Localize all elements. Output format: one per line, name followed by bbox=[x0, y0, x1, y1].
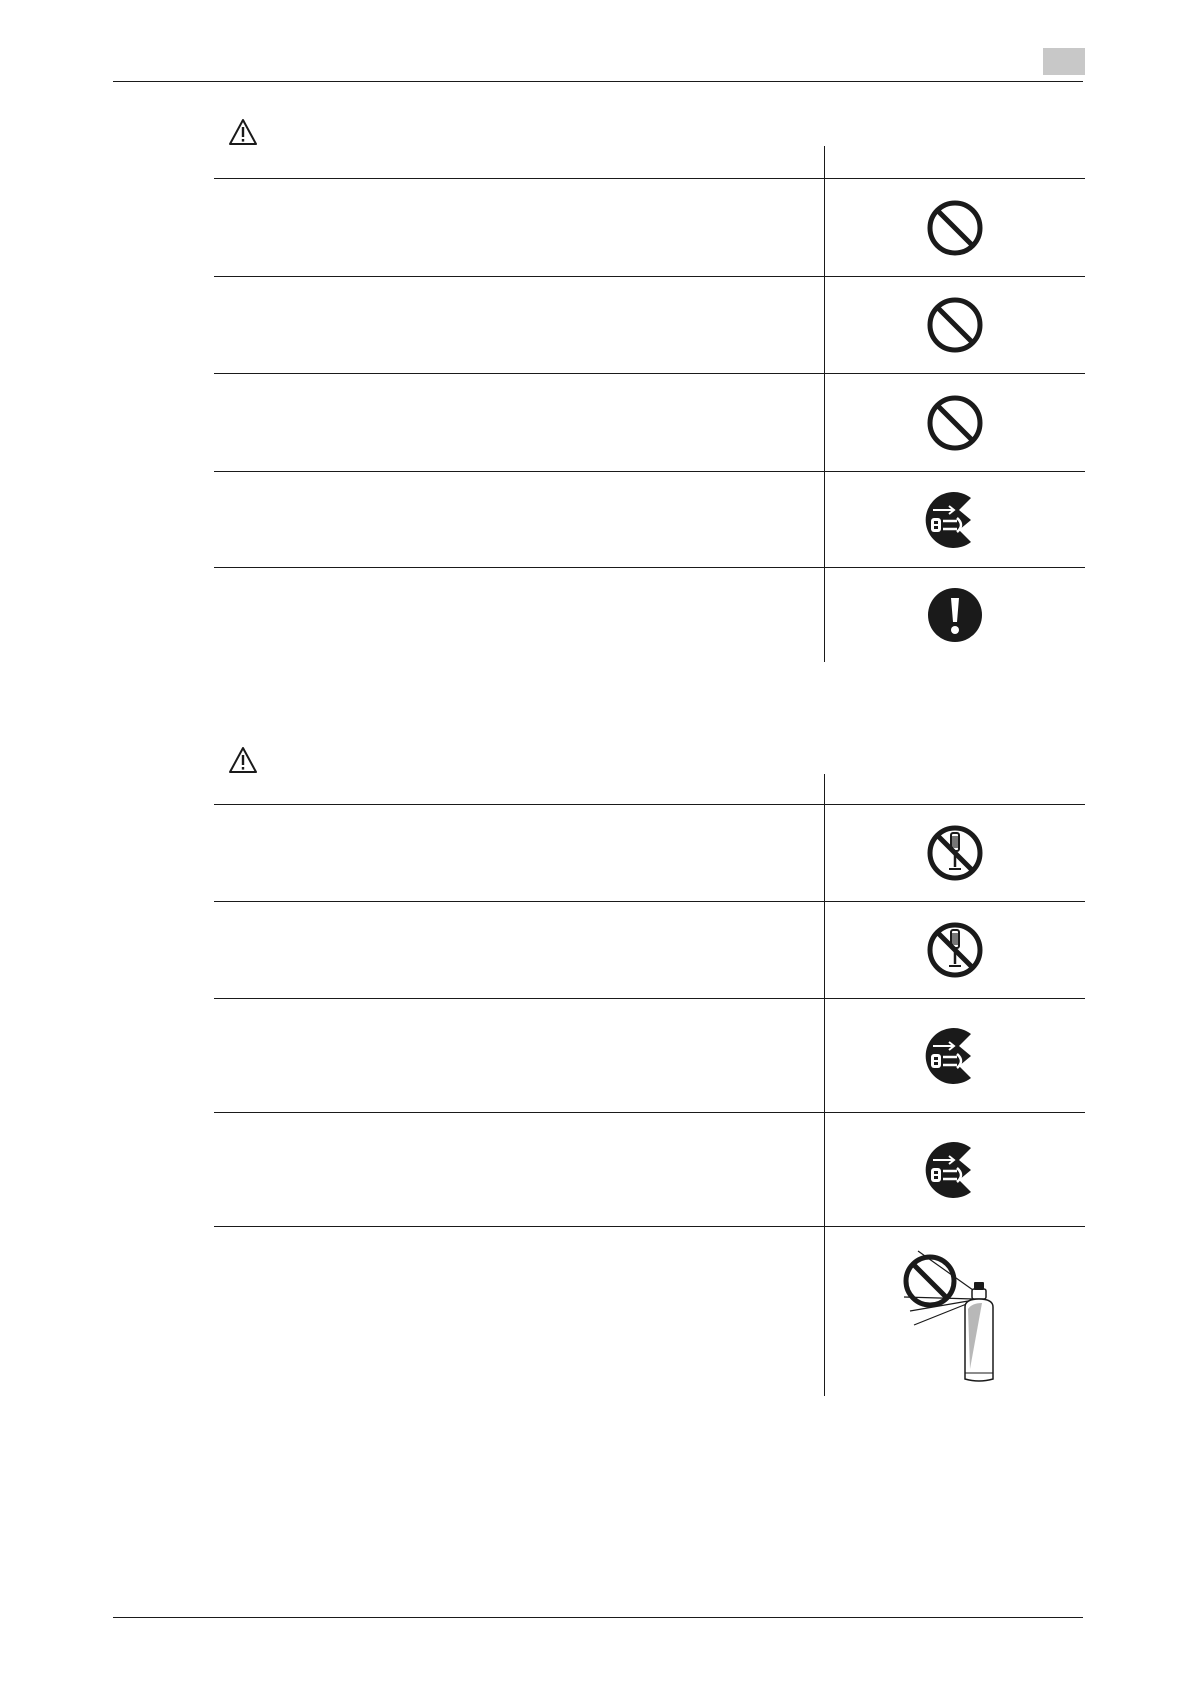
table-row bbox=[214, 567, 1085, 662]
unplug-icon bbox=[923, 488, 987, 552]
no-disassembly-icon bbox=[927, 825, 983, 881]
no-flammable-spray-icon bbox=[890, 1237, 1020, 1387]
warning-triangle-icon bbox=[228, 746, 258, 774]
table-row bbox=[214, 1112, 1085, 1226]
footer-rule bbox=[113, 1617, 1083, 1618]
page-number-tab bbox=[1043, 48, 1085, 75]
mandatory-action-icon bbox=[926, 586, 984, 644]
no-disassembly-icon bbox=[927, 922, 983, 978]
table-row bbox=[214, 373, 1085, 471]
table-row bbox=[214, 1226, 1085, 1396]
prohibition-icon bbox=[927, 200, 983, 256]
caution-table-1 bbox=[214, 112, 1085, 662]
prohibition-icon bbox=[927, 395, 983, 451]
table-row bbox=[214, 276, 1085, 373]
table-row bbox=[214, 804, 1085, 901]
caution-table-2 bbox=[214, 740, 1085, 1396]
table-row bbox=[214, 178, 1085, 276]
table-row bbox=[214, 901, 1085, 998]
warning-triangle-icon bbox=[228, 118, 258, 146]
table-row bbox=[214, 471, 1085, 567]
prohibition-icon bbox=[927, 297, 983, 353]
header-rule bbox=[113, 81, 1083, 82]
unplug-icon bbox=[923, 1138, 987, 1202]
table-row bbox=[214, 998, 1085, 1112]
unplug-icon bbox=[923, 1024, 987, 1088]
